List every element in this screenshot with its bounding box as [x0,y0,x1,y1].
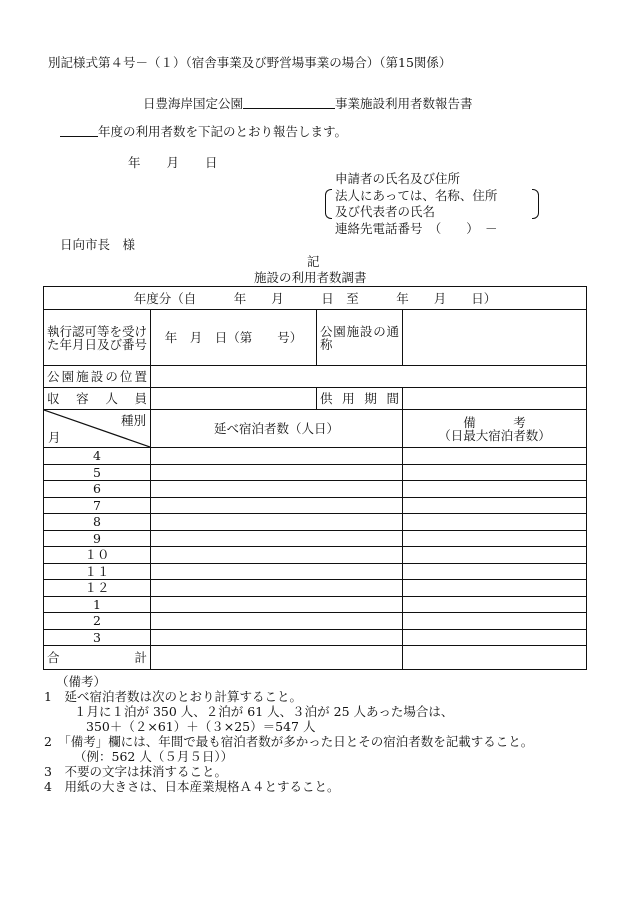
report-statement: 年度の利用者数を下記のとおり報告します。 [98,124,348,139]
nights-cell[interactable] [151,580,403,597]
note-1: 1 延べ宿泊者数は次のとおり計算すること。 [44,689,302,704]
nights-header: 延べ宿泊者数（人日） [151,410,403,448]
facility-name-cell[interactable] [403,310,587,366]
month-cell: １２ [44,580,151,597]
month-cell: 4 [44,448,151,465]
type-label: 種別 [120,413,146,428]
month-cell: １１ [44,563,151,580]
notes-heading: （備考） [56,674,107,689]
title-prefix: 日豊海岸国定公園 [143,96,244,111]
remarks-cell[interactable] [403,448,587,465]
nights-cell[interactable] [151,563,403,580]
note-1b: 350＋（２×61）＋（３×25）＝547 人 [86,719,316,734]
table-title: 施設の利用者数調書 [254,270,367,285]
nights-cell[interactable] [151,530,403,547]
applicant-block [335,171,575,237]
addressee: 日向市長 様 [60,237,136,252]
month-cell: 1 [44,596,151,613]
date-day: 日 [205,155,218,170]
date-line [128,155,218,170]
total-nights-cell[interactable] [151,646,403,670]
nights-cell[interactable] [151,629,403,646]
nights-cell[interactable] [151,514,403,531]
nights-cell[interactable] [151,464,403,481]
remarks-cell[interactable] [403,497,587,514]
month-cell: 5 [44,464,151,481]
type-month-header [44,410,151,448]
month-cell: １０ [44,547,151,564]
remarks-cell[interactable] [403,547,587,564]
month-label: 月 [48,430,61,445]
note-2a: （例：562 人（５月５日）） [74,749,234,764]
nights-cell[interactable] [151,547,403,564]
ki-label: 記 [307,254,320,269]
remarks-cell[interactable] [403,563,587,580]
location-label: 公園施設の位置 [44,366,151,388]
note-3: 3 不要の文字は抹消すること。 [44,764,227,779]
nights-cell[interactable] [151,481,403,498]
period-row[interactable]: 年度分（自 年 月 日 至 年 月 日） [44,287,587,310]
nights-cell[interactable] [151,596,403,613]
form-id: 別記様式第４号－（１）（宿舎事業及び野営場事業の場合）（第15関係） [48,55,452,70]
left-bracket [325,189,332,219]
applicant-corp-line2: 及び代表者の氏名 [335,204,436,219]
capacity-label: 収容人員 [44,388,151,410]
right-bracket [532,189,539,219]
capacity-cell[interactable] [151,388,317,410]
usage-table [43,286,587,670]
permit-value-cell[interactable]: 年 月 日（第 号） [151,310,317,366]
applicant-phone: 連絡先電話番号 （ ） － [335,220,498,236]
remarks-cell[interactable] [403,596,587,613]
facility-name-label: 公園施設の通称 [317,310,403,366]
park-blank-line[interactable] [243,96,335,109]
service-period-label: 供用期間 [317,388,403,410]
fiscal-year-blank-line[interactable] [60,124,98,137]
nights-cell[interactable] [151,497,403,514]
notes-block [44,674,533,794]
remarks-cell[interactable] [403,514,587,531]
service-period-cell[interactable] [403,388,587,410]
date-month: 月 [166,155,180,170]
title-suffix: 事業施設利用者数報告書 [335,96,473,111]
month-cell: 2 [44,613,151,630]
applicant-corp-line1: 法人にあっては、名称、住所 [335,187,498,203]
month-cell: 8 [44,514,151,531]
month-cell: 7 [44,497,151,514]
remarks-subtitle: （日最大宿泊者数） [438,427,551,443]
remarks-cell[interactable] [403,613,587,630]
remarks-title: 備 考 [463,414,526,430]
permit-label: 執行認可等を受けた年月日及び番号 [44,310,151,366]
remarks-header [403,410,587,448]
month-cell: 6 [44,481,151,498]
nights-cell[interactable] [151,613,403,630]
note-4: 4 用紙の大きさは、日本産業規格Ａ４とすること。 [44,779,340,794]
note-1a: １月に１泊が 350 人、２泊が 61 人、３泊が 25 人あった場合は、 [74,704,454,719]
note-2: 2 「備考」欄には、年間で最も宿泊者数が多かった日とその宿泊者数を記載すること。 [44,734,534,749]
remarks-cell[interactable] [403,530,587,547]
remarks-cell[interactable] [403,580,587,597]
month-cell: 9 [44,530,151,547]
month-cell: 3 [44,629,151,646]
document-title [143,96,473,111]
remarks-cell[interactable] [403,629,587,646]
report-statement-line [60,124,347,139]
total-label: 合計 [44,646,151,670]
date-year: 年 [128,155,141,170]
nights-cell[interactable] [151,448,403,465]
total-remarks-cell[interactable] [403,646,587,670]
remarks-cell[interactable] [403,481,587,498]
month-rows [44,448,587,646]
remarks-cell[interactable] [403,464,587,481]
location-cell[interactable] [151,366,587,388]
applicant-heading: 申請者の氏名及び住所 [335,171,461,186]
